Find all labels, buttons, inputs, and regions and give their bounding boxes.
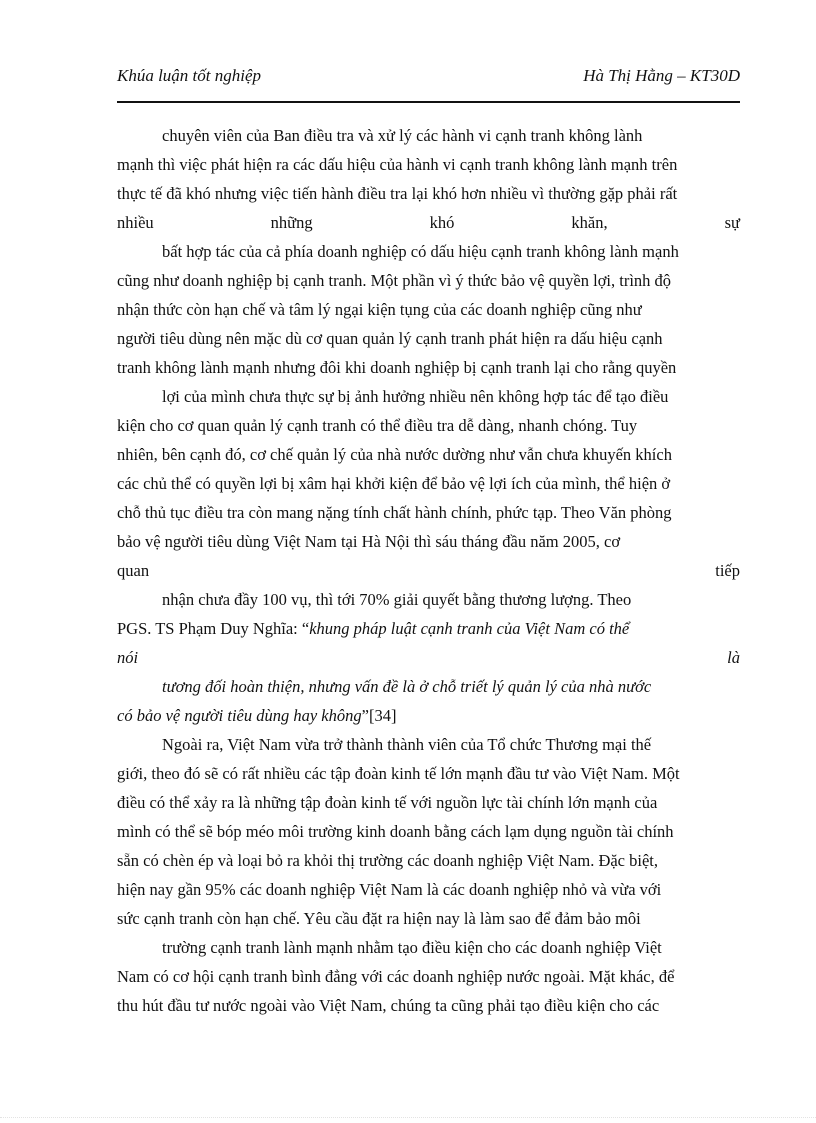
word: tiếp [715,561,740,580]
text-line: Ngoài ra, Việt Nam vừa trở thành thành viên của Tổ chức Thương mại thế [162,735,652,754]
text-line: trường cạnh tranh lành mạnh nhằm tạo điều kiện cho các doanh nghiệp Việt [162,938,662,957]
text-line-justified [117,643,740,672]
text-line: thu hút đầu tư nước ngoài vào Việt Nam, chúng ta cũng phải tạo điều kiện cho các [117,996,660,1015]
text-line: mình có thể sẽ bóp méo môi trường kinh doanh bằng cách lạm dụng nguồn tài chính [117,822,674,841]
quote-text: tương đối hoàn thiện, nhưng vấn đề là ở chỗ triết lý quản lý của nhà nước [162,677,652,696]
word: khó [429,213,455,232]
text-line: người tiêu dùng nên mặc dù cơ quan quản lý cạnh tranh phát hiện ra dấu hiệu cạnh [117,329,663,348]
document-body [117,121,740,1020]
text-line: mạnh thì việc phát hiện ra các dấu hiệu của hành vi cạnh tranh không lành mạnh trên [117,155,678,174]
text-line: điều có thể xảy ra là những tập đoàn kinh tế với nguồn lực tài chính lớn mạnh của [117,793,658,812]
text-line: cũng như doanh nghiệp bị cạnh tranh. Một phần vì ý thức bảo vệ quyền lợi, trình độ [117,271,672,290]
header-rule [117,101,740,103]
text-line: chuyên viên của Ban điều tra và xử lý các hành vi cạnh tranh không lành [162,126,643,145]
text-line: nhận thức còn hạn chế và tâm lý ngại kiện tụng của các doanh nghiệp cũng như [117,300,642,319]
word: những [270,213,313,232]
text-line: tranh không lành mạnh nhưng đôi khi doanh nghiệp bị cạnh tranh lại cho rằng quyền [117,358,677,377]
text-line: nhận chưa đầy 100 vụ, thì tới 70% giải quyết bằng thương lượng. Theo [162,590,632,609]
text-line: nhiên, bên cạnh đó, cơ chế quản lý của nhà nước dường như vẫn chưa khuyến khích [117,445,672,464]
text-line: Nam có cơ hội cạnh tranh bình đẳng với các doanh nghiệp nước ngoài. Mặt khác, để [117,967,675,986]
text-line-quote-end [117,701,740,730]
text-line-quote [117,672,740,701]
quote-text: có bảo vệ người tiêu dùng hay không [117,706,362,725]
text-line: sức cạnh tranh còn hạn chế. Yêu cầu đặt ra hiện nay là làm sao để đảm bảo môi [117,909,641,928]
header-title: Khúa luận tốt nghiệp [117,66,262,85]
header-author: Hà Thị Hằng – KT30D [583,66,740,85]
word: là [727,648,740,667]
quote-prefix: PGS. TS Phạm Duy Nghĩa: “ [117,619,310,638]
text-line: thực tế đã khó nhưng việc tiến hành điều tra lại khó hơn nhiều vì thường gặp phải rất [117,184,678,203]
word: nói [117,648,139,667]
text-line: bất hợp tác của cả phía doanh nghiệp có dấu hiệu cạnh tranh không lành mạnh [162,242,679,261]
text-line: kiện cho cơ quan quản lý cạnh tranh có thể điều tra dễ dàng, nhanh chóng. Tuy [117,416,638,435]
word: khăn, [571,213,608,232]
page-bottom-edge [0,1117,816,1118]
text-line: chỗ thủ tục điều tra còn mang nặng tính chất hành chính, phức tạp. Theo Văn phòng [117,503,672,522]
text-line-justified [117,208,740,237]
text-line: lợi của mình chưa thực sự bị ảnh hưởng nhiều nên không hợp tác để tạo điều [162,387,669,406]
text-line-justified [117,556,740,585]
text-line: bảo vệ người tiêu dùng Việt Nam tại Hà Nội thì sáu tháng đầu năm 2005, cơ [117,532,621,551]
text-line: giới, theo đó sẽ có rất nhiều các tập đoàn kinh tế lớn mạnh đầu tư vào Việt Nam. Một [117,764,680,783]
quote-text: khung pháp luật cạnh tranh của Việt Nam có thể [309,619,630,638]
word: nhiều [117,213,154,232]
text-line-quote-start [117,614,740,643]
word: sự [724,213,740,232]
page-header [117,66,740,102]
word: quan [117,561,150,580]
text-line: hiện nay gần 95% các doanh nghiệp Việt Nam là các doanh nghiệp nhỏ và vừa với [117,880,662,899]
citation: ”[34] [361,706,397,725]
text-line: sẵn có chèn ép và loại bỏ ra khỏi thị trường các doanh nghiệp Việt Nam. Đặc biệt, [117,851,658,870]
text-line: các chủ thể có quyền lợi bị xâm hại khởi kiện để bảo vệ lợi ích của mình, thể hiện ở [117,474,671,493]
